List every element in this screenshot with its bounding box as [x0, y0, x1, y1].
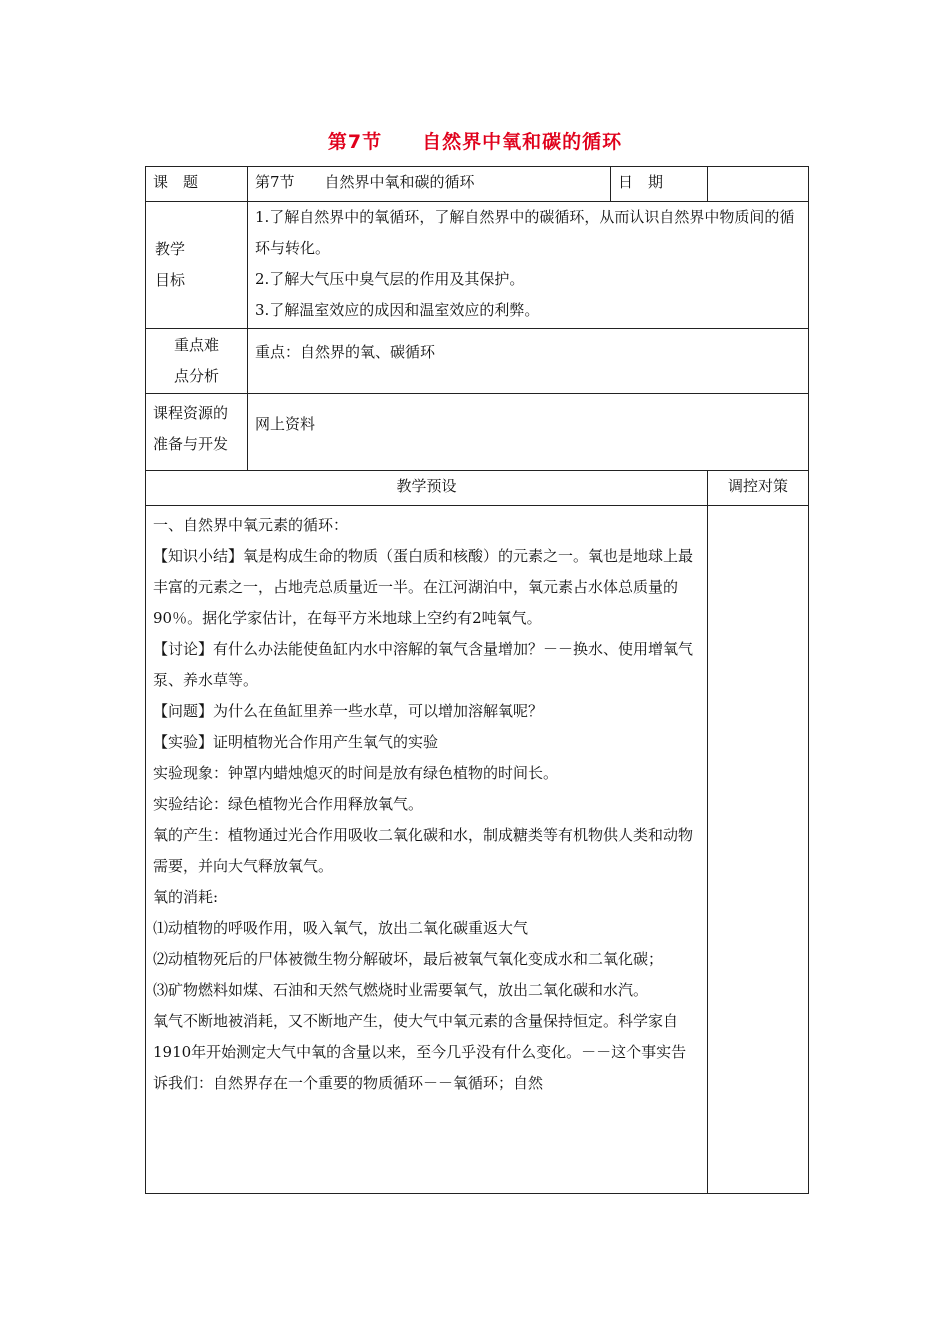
objectives-label-line1: 教学 [155, 240, 186, 258]
key-points-label-line2: 点分析 [173, 367, 219, 385]
body-paragraph: 【实验】证明植物光合作用产生氧气的实验 [153, 733, 439, 751]
row-topic [146, 167, 809, 202]
body-paragraph: ⑶矿物燃料如煤、石油和天然气燃烧时业需要氧气，放出二氧化碳和水汽。 [153, 981, 649, 999]
key-points-label-line1: 重点难 [173, 336, 219, 354]
row-teaching-body [146, 506, 809, 1194]
teaching-plan-header: 教学预设 [146, 471, 708, 506]
title-topic: 自然界中氧和碳的循环 [422, 131, 623, 153]
topic-label: 课 题 [146, 167, 248, 202]
body-paragraph: 【知识小结】氧是构成生命的物质（蛋白质和核酸）的元素之一。氧也是地球上最丰富的元素之一，占地壳总质量近一半。在江河湖泊中，氧元素占水体总质量的90％。据化学家估计，在每平方米地球上空约有2吨氧气。 [153, 547, 694, 627]
row-resources [146, 394, 809, 471]
key-points-content: 重点：自然界的氧、碳循环 [248, 329, 809, 394]
body-paragraph: ⑴动植物的呼吸作用，吸入氧气，放出二氧化碳重返大气 [153, 919, 529, 937]
adjustment-body [708, 506, 809, 1194]
adjustment-header: 调控对策 [708, 471, 809, 506]
resources-label [146, 394, 248, 471]
body-paragraph: 一、自然界中氧元素的循环： [153, 516, 349, 534]
body-paragraph: 【问题】为什么在鱼缸里养一些水草，可以增加溶解氧呢？ [153, 702, 544, 720]
teaching-body [146, 506, 708, 1194]
row-objectives [146, 202, 809, 329]
resources-label-line1: 课程资源的 [153, 404, 229, 422]
body-paragraph: 氧气不断地被消耗，又不断地产生，使大气中氧元素的含量保持恒定。科学家自1910年开始测定大气中氧的含量以来，至今几乎没有什么变化。－－这个事实告诉我们：自然界存在一个重要的物质循环－－氧循环；自然 [153, 1012, 687, 1092]
body-paragraph: ⑵动植物死后的尸体被微生物分解破坏，最后被氧气氧化变成水和二氧化碳； [153, 950, 664, 968]
date-value [708, 167, 809, 202]
objective-item: 3.了解温室效应的成因和温室效应的利弊。 [255, 301, 540, 319]
body-paragraph: 实验结论：绿色植物光合作用释放氧气。 [153, 795, 424, 813]
row-key-points [146, 329, 809, 394]
row-section-headers [146, 471, 809, 506]
objectives-label-line2: 目标 [155, 271, 186, 289]
key-points-label [146, 329, 248, 394]
resources-label-line2: 准备与开发 [153, 435, 229, 453]
body-paragraph: 氧的产生：植物通过光合作用吸收二氧化碳和水，制成糖类等有机物供人类和动物需要，并向大气释放氧气。 [153, 826, 694, 875]
objective-item: 2.了解大气压中臭气层的作用及其保护。 [255, 270, 525, 288]
body-paragraph: 氧的消耗: [153, 888, 219, 906]
body-paragraph: 【讨论】有什么办法能使鱼缸内水中溶解的氧气含量增加？－－换水、使用增氧气泵、养水草等。 [153, 640, 694, 689]
date-label: 日 期 [611, 167, 708, 202]
body-paragraph: 实验现象：钟罩内蜡烛熄灭的时间是放有绿色植物的时间长。 [153, 764, 559, 782]
objectives-label [146, 202, 248, 329]
objective-item: 1.了解自然界中的氧循环，了解自然界中的碳循环，从而认识自然界中物质间的循环与转化。 [255, 208, 795, 257]
topic-value: 第7节 自然界中氧和碳的循环 [248, 167, 611, 202]
title-section-number: 第7节 [327, 131, 383, 153]
page-title [0, 127, 950, 154]
lesson-plan-table [145, 166, 809, 1194]
objectives-content [248, 202, 809, 329]
resources-content: 网上资料 [248, 394, 809, 471]
